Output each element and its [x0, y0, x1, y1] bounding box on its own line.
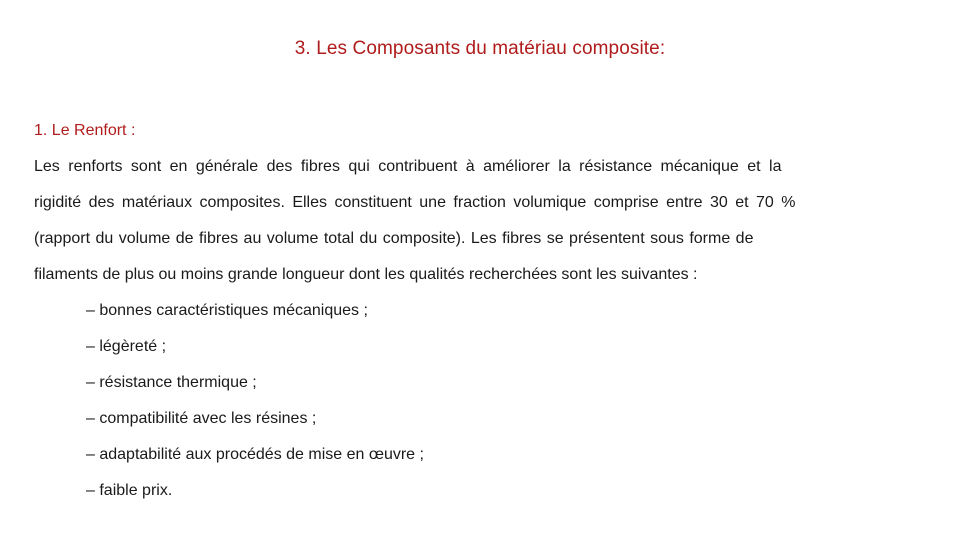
slide-title: 3. Les Composants du matériau composite:	[294, 38, 666, 59]
list-item: – compatibilité avec les résines ;	[86, 410, 317, 427]
list-item: – adaptabilité aux procédés de mise en œuvre ;	[86, 446, 424, 463]
paragraph-line: (rapport du volume de fibres au volume total du composite). Les fibres se présentent sous forme de	[34, 230, 754, 247]
list-item: – faible prix.	[86, 482, 173, 499]
paragraph-line: filaments de plus ou moins grande longueur dont les qualités recherchées sont les suivantes :	[34, 266, 698, 283]
qualities-list	[86, 302, 424, 518]
paragraph-line: Les renforts sont en générale des fibres qui contribuent à améliorer la résistance mécanique et la	[34, 158, 782, 175]
section-heading: 1. Le Renfort :	[34, 122, 136, 139]
paragraph-line: rigidité des matériaux composites. Elles constituent une fraction volumique comprise entre 30 et 70 %	[34, 194, 796, 211]
list-item: – bonnes caractéristiques mécaniques ;	[86, 302, 368, 319]
list-item: – légèreté ;	[86, 338, 167, 355]
list-item: – résistance thermique ;	[86, 374, 257, 391]
